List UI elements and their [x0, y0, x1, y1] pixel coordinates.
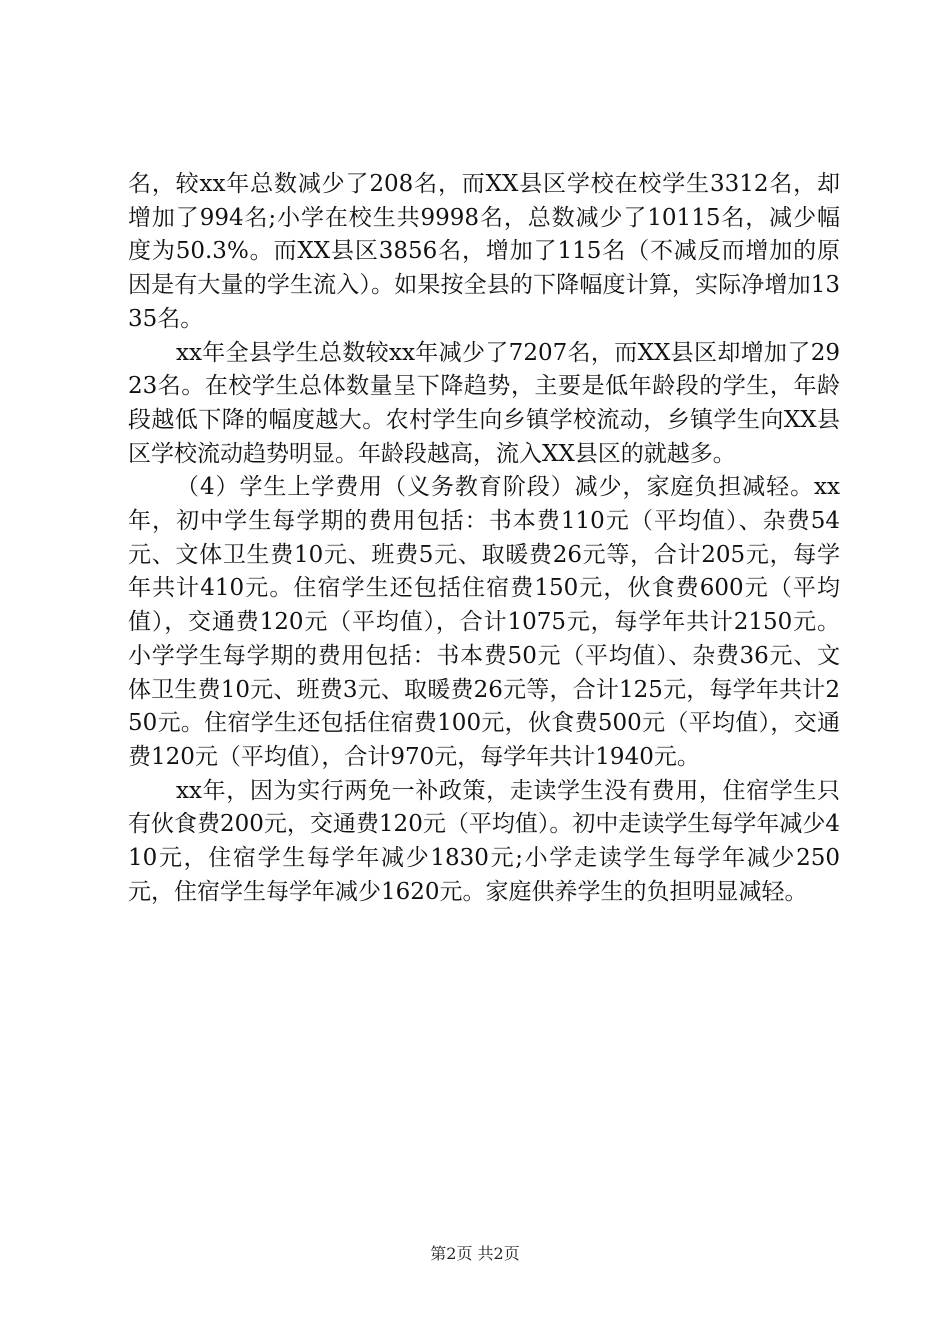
- paragraph-school-fees: （4）学生上学费用（义务教育阶段）减少，家庭负担减轻。xx年，初中学生每学期的费用包括：书本费110元（平均值）、杂费54元、文体卫生费10元、班费5元、取暖费26元等，合计205元，每学年共计410元。住宿学生还包括住宿费150元，伙食费600元（平均值），交通费120元（平均值），合计1075元，每学年共计2150元。小学学生每学期的费用包括：书本费50元（平均值）、杂费36元、文体卫生费10元、班费3元、取暖费26元等，合计125元，每学年共计250元。住宿学生还包括住宿费100元，伙食费500元（平均值），交通费120元（平均值），合计970元，每学年共计1940元。: [128, 474, 840, 770]
- page-number-footer: 第2页 共2页: [430, 1244, 520, 1263]
- document-body: [128, 168, 840, 909]
- paragraph-fee-reduction: xx年，因为实行两免一补政策，走读学生没有费用，住宿学生只有伙食费200元，交通费120元（平均值）。初中走读学生每学年减少410元，住宿学生每学年减少1830元;小学走读学生每学年减少250元，住宿学生每学年减少1620元。家庭供养学生的负担明显减轻。: [128, 777, 840, 905]
- paragraph-student-totals: xx年全县学生总数较xx年减少了7207名，而XX县区却增加了2923名。在校学生总体数量呈下降趋势，主要是低年龄段的学生，年龄段越低下降的幅度越大。农村学生向乡镇学校流动，乡镇学生向XX县区学校流动趋势明显。年龄段越高，流入XX县区的就越多。: [128, 339, 840, 467]
- paragraph-continued: 名，较xx年总数减少了208名，而XX县区学校在校学生3312名，却增加了994名;小学在校生共9998名，总数减少了10115名，减少幅度为50.3%。而XX县区3856名，增加了115名（不减反而增加的原因是有大量的学生流入）。如果按全县的下降幅度计算，实际净增加1335名。: [128, 171, 840, 332]
